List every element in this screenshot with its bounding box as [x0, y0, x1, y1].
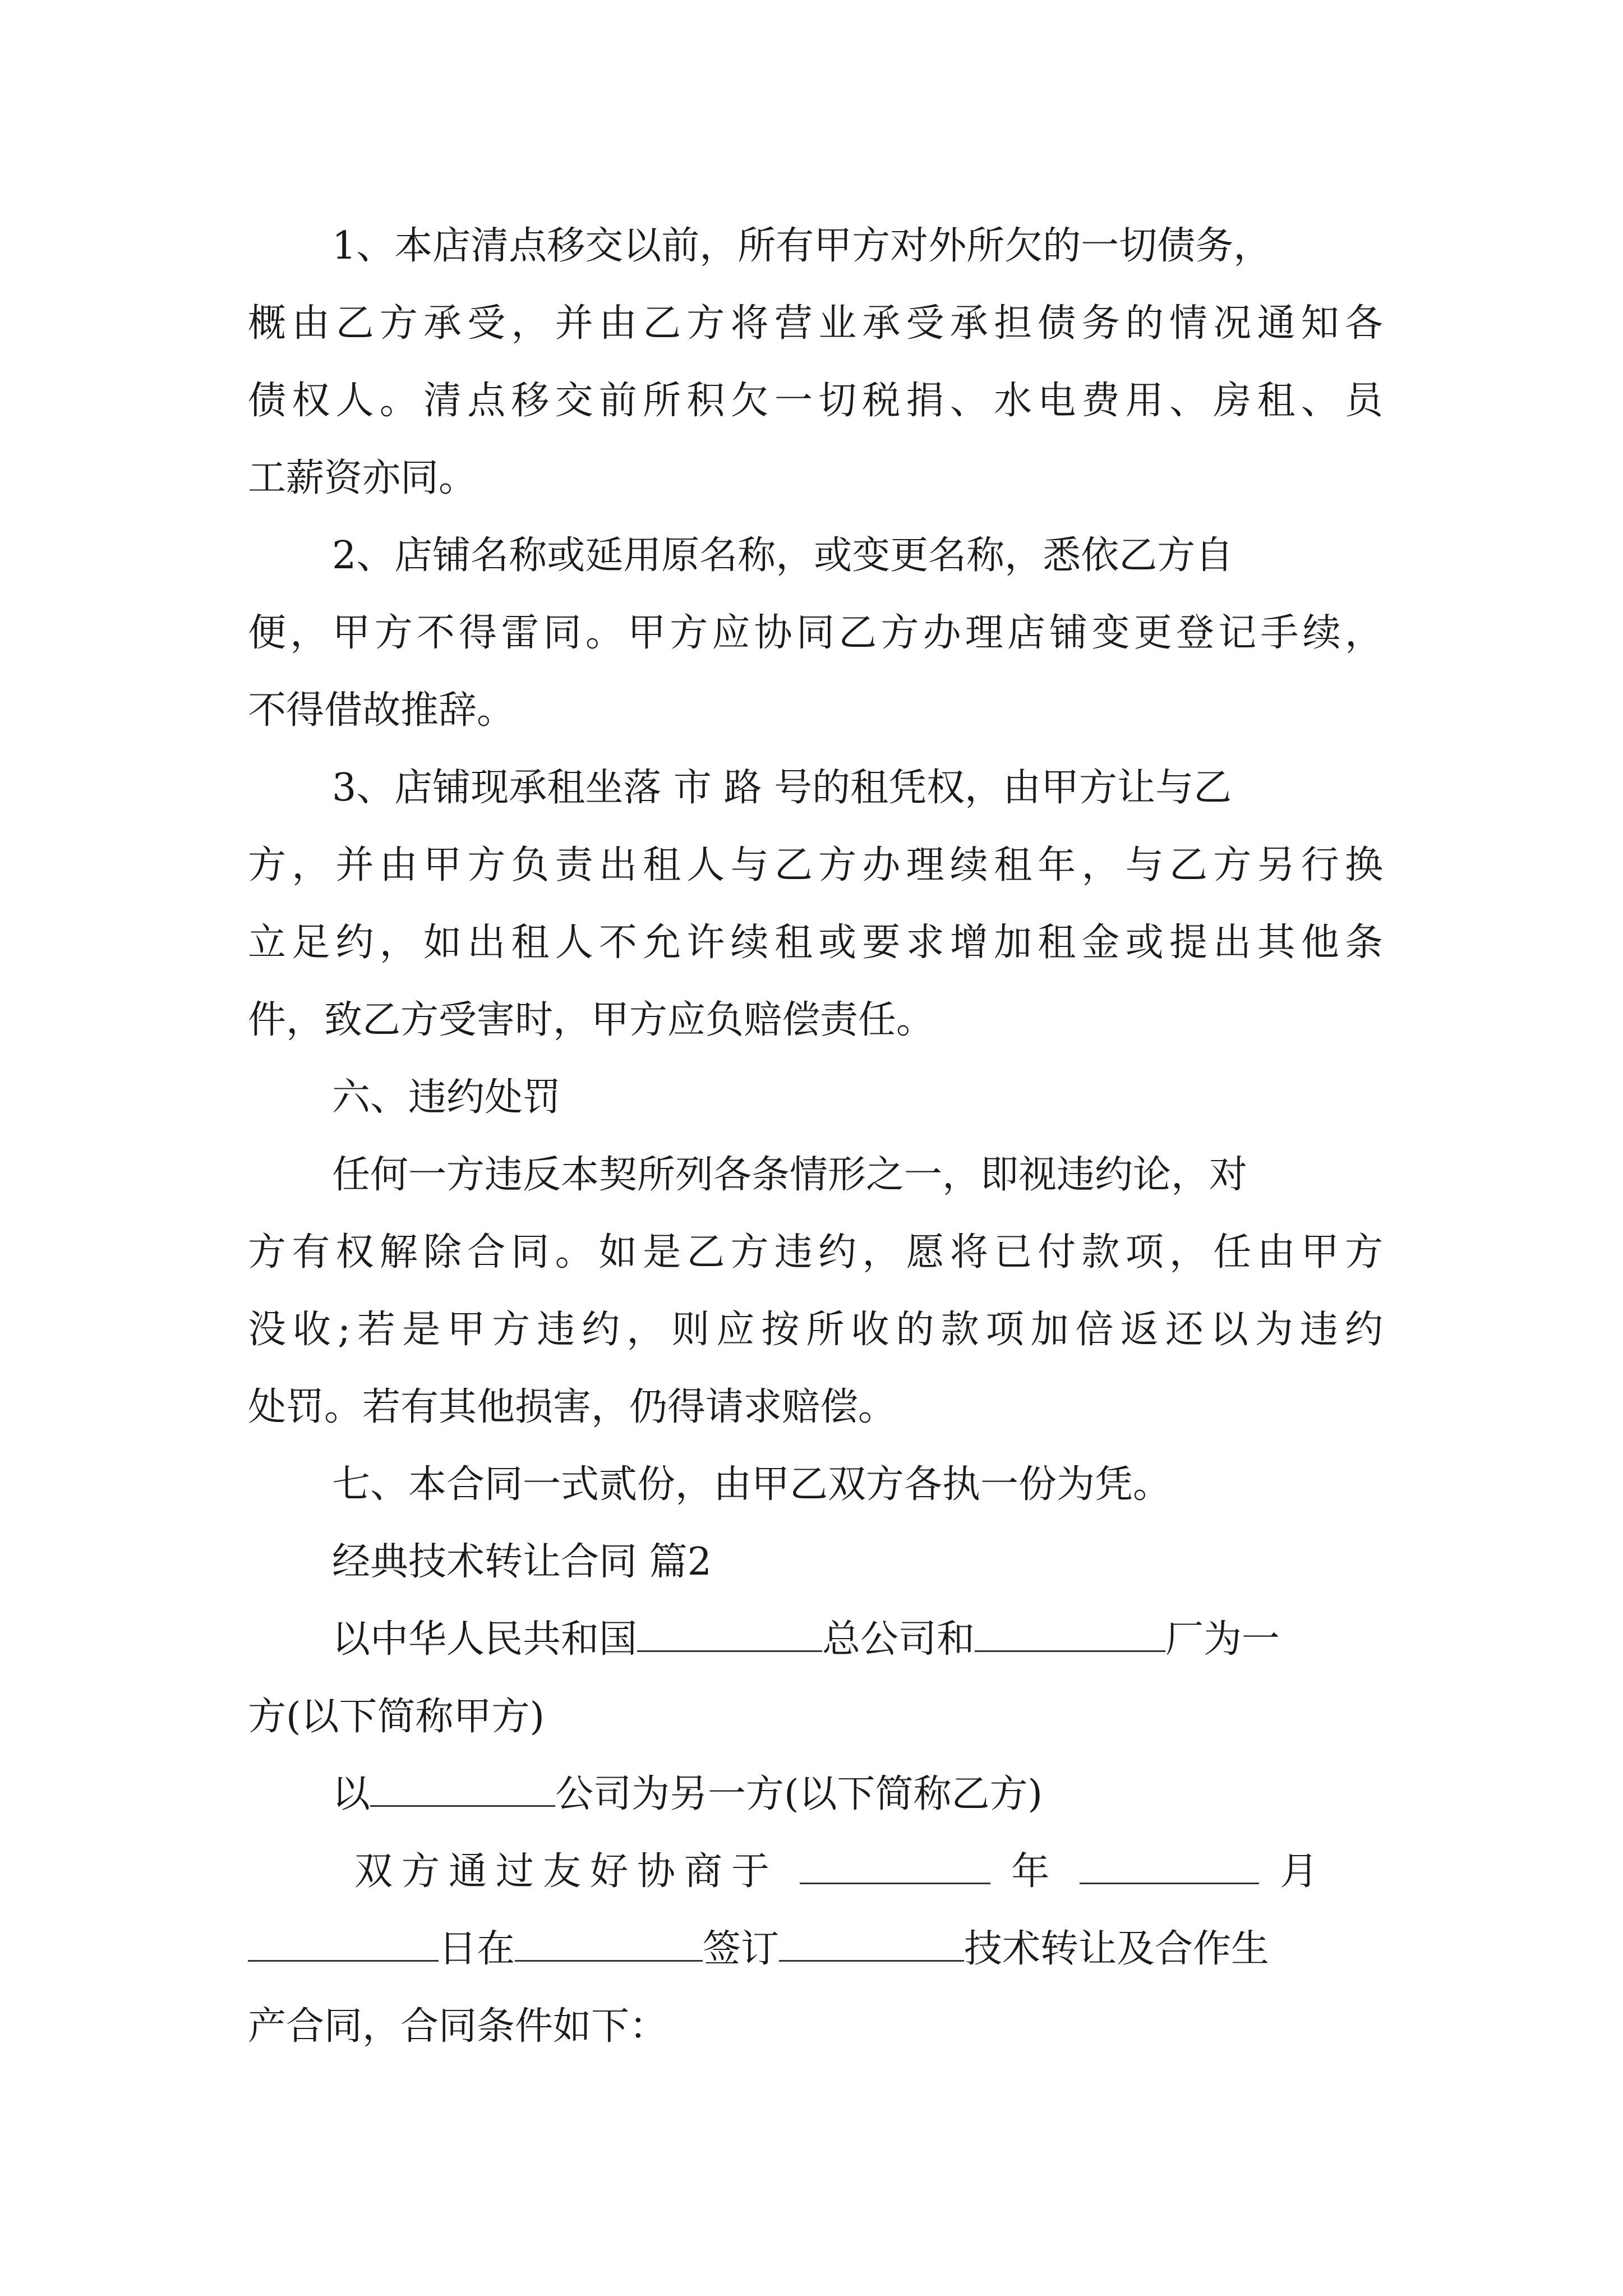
form-text: 公司为另一方(以下简称乙方): [555, 1772, 1043, 1816]
text-line: 2、店铺名称或延用原名称，或变更名称，悉依乙方自: [332, 533, 1234, 578]
fill-blank[interactable]: [975, 1617, 1165, 1652]
form-text: 年: [1011, 1849, 1059, 1894]
text-line: 工薪资亦同。: [248, 456, 477, 500]
fill-blank[interactable]: [1080, 1849, 1259, 1884]
form-text: 以中华人民共和国: [332, 1617, 638, 1662]
text-line: 1、本店清点移交以前，所有甲方对外所欠的一切债务，: [332, 224, 1272, 268]
text-line: 3、店铺现承租坐落 市 路 号的租凭权，由甲方让与乙: [332, 766, 1232, 810]
article-heading: 经典技术转让合同 篇2: [332, 1540, 712, 1584]
form-line: [248, 1833, 1383, 1911]
text-line: 方(以下简称甲方): [248, 1695, 545, 1739]
text-line: 产合同，合同条件如下：: [248, 2004, 668, 2049]
form-text: 日在: [439, 1927, 515, 1971]
text-line: 处罚。若有其他损害，仍得请求赔偿。: [248, 1385, 897, 1429]
form-text: 双方通过友好协商于: [354, 1849, 779, 1894]
fill-blank[interactable]: [370, 1772, 555, 1807]
form-text: 以: [332, 1772, 371, 1816]
text-line: 件，致乙方受害时，甲方应负赔偿责任。: [248, 998, 935, 1042]
form-line: [248, 1911, 1383, 1988]
text-line: 不得借故推辞。: [248, 688, 515, 733]
form-text: 技术转让及合作生: [964, 1927, 1270, 1971]
text-line: 立足约，如出租人不允许续租或要求增加租金或提出其他条: [248, 921, 1383, 965]
form-text: 厂为一: [1165, 1617, 1280, 1662]
text-line: 任何一方违反本契所列各条情形之一，即视违约论，对: [332, 1153, 1248, 1197]
text-line: 方有权解除合同。如是乙方违约，愿将已付款项，任由甲方: [248, 1230, 1383, 1274]
text-line: 债权人。清点移交前所积欠一切税捐、水电费用、房租、员: [248, 379, 1383, 423]
form-text: 签订: [703, 1927, 780, 1971]
fill-blank[interactable]: [637, 1617, 822, 1652]
text-line: 方，并由甲方负责出租人与乙方办理续租年，与乙方另行换: [248, 843, 1383, 887]
form-line: [248, 1601, 1383, 1678]
text-line: 概由乙方承受，并由乙方将营业承受承担债务的情况通知各: [248, 301, 1383, 346]
form-text: 月: [1280, 1849, 1327, 1894]
text-line: 七、本合同一式贰份，由甲乙双方各执一份为凭。: [332, 1462, 1172, 1507]
fill-blank[interactable]: [800, 1849, 990, 1884]
form-line: [248, 1756, 1383, 1833]
fill-blank[interactable]: [515, 1926, 703, 1962]
text-line: 没收;若是甲方违约，则应按所收的款项加倍返还以为违约: [248, 1308, 1383, 1352]
form-text: 总公司和: [822, 1617, 975, 1662]
section-heading: 六、违约处罚: [332, 1075, 561, 1120]
document-page: [248, 208, 1383, 2065]
fill-blank[interactable]: [248, 1926, 439, 1962]
text-line: 便，甲方不得雷同。甲方应协同乙方办理店铺变更登记手续，: [248, 611, 1383, 655]
fill-blank[interactable]: [779, 1926, 964, 1962]
